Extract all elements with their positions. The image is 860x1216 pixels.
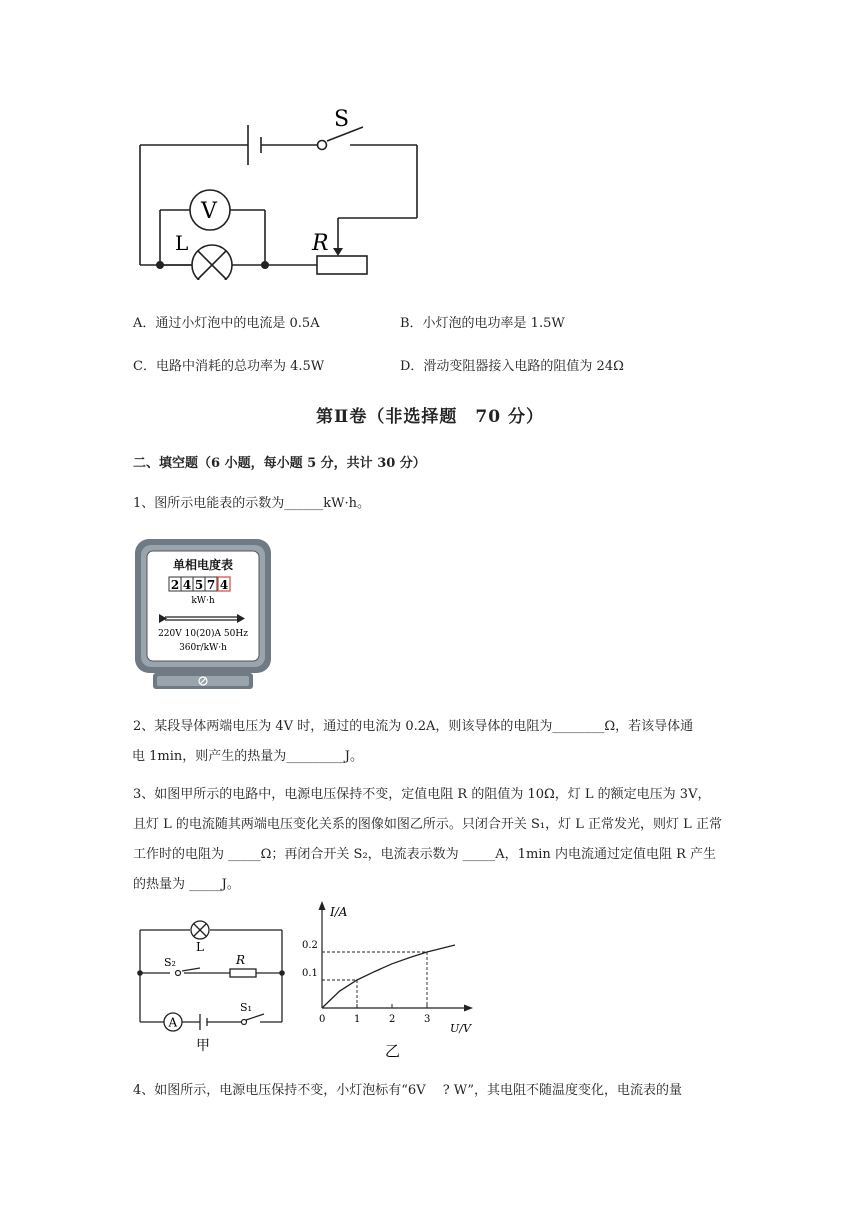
chart-xlabel: U/V bbox=[450, 1022, 471, 1035]
tick-x-0: 0 bbox=[319, 1014, 326, 1025]
x-axis-arrow bbox=[464, 1005, 473, 1012]
label-lamp: L bbox=[175, 231, 189, 255]
meter-digit-3: 5 bbox=[194, 578, 204, 592]
jia-label-s2: S₂ bbox=[164, 956, 176, 969]
tick-x-1: 1 bbox=[354, 1014, 361, 1025]
chart-ylabel: I/A bbox=[330, 905, 348, 919]
tick-x-3: 3 bbox=[424, 1014, 431, 1025]
question-3-line-2: 且灯 L 的电流随其两端电压变化关系的图像如图乙所示。只闭合开关 S₁，灯 L 正常发光，则灯 L 正常 bbox=[133, 817, 722, 832]
electric-meter bbox=[133, 537, 273, 692]
question-2-line-2: 电 1min，则产生的热量为_________J。 bbox=[132, 749, 363, 764]
jia-label-lamp: L bbox=[196, 940, 204, 954]
tick-y-1: 0.1 bbox=[302, 968, 318, 979]
question-1: 1、图所示电能表的示数为______kW·h。 bbox=[133, 496, 371, 511]
jia-label-ammeter: A bbox=[168, 1015, 178, 1030]
question-4: 4、如图所示，电源电压保持不变，小灯泡标有“6V ? W”，其电阻不随温度变化，电流表的量 bbox=[133, 1083, 683, 1098]
jia-label-s1: S₁ bbox=[240, 1001, 252, 1014]
label-voltmeter: V bbox=[201, 199, 217, 224]
tick-y-2: 0.2 bbox=[302, 940, 318, 951]
meter-rev: 360r/kW·h bbox=[179, 643, 227, 653]
meter-digit-2: 4 bbox=[182, 578, 192, 592]
meter-digit-4: 7 bbox=[206, 578, 216, 592]
series-curve bbox=[322, 945, 455, 1008]
meter-digit-1: 2 bbox=[170, 578, 180, 592]
section-title: 第Ⅱ卷（非选择题 70 分） bbox=[316, 407, 544, 427]
option-c: C．电路中消耗的总功率为 4.5W bbox=[133, 359, 325, 374]
question-3-line-3: 工作时的电阻为 _____Ω；再闭合开关 S₂，电流表示数为 _____A，1min 内电流通过定值电阻 R 产生 bbox=[133, 847, 716, 862]
part-title: 二、填空题（6 小题，每小题 5 分，共计 30 分） bbox=[133, 456, 426, 471]
jia-caption: 甲 bbox=[196, 1038, 210, 1054]
tick-x-2: 2 bbox=[389, 1014, 396, 1025]
label-rheostat: R bbox=[312, 231, 329, 256]
option-d: D．滑动变阻器接入电路的阻值为 24Ω bbox=[400, 359, 624, 374]
label-switch: S bbox=[334, 107, 350, 132]
question-3-line-4: 的热量为 _____J。 bbox=[133, 877, 240, 892]
meter-digit-5: 4 bbox=[219, 578, 229, 592]
circuit-diagram-top bbox=[120, 100, 440, 280]
meter-unit: kW·h bbox=[191, 596, 215, 606]
question-2 bbox=[133, 712, 813, 772]
question-3 bbox=[133, 780, 813, 900]
chart-caption: 乙 bbox=[385, 1042, 401, 1060]
question-2-line-1: 2、某段导体两端电压为 4V 时，通过的电流为 0.2A，则该导体的电阻为________Ω，若该导体通 bbox=[133, 719, 694, 734]
meter-title: 单相电度表 bbox=[172, 558, 234, 572]
chart-yi bbox=[300, 898, 480, 1063]
question-3-line-1: 3、如图甲所示的电路中，电源电压保持不变，定值电阻 R 的阻值为 10Ω，灯 L 的额定电压为 3V， bbox=[133, 787, 711, 802]
meter-spec: 220V 10(20)A 50Hz bbox=[158, 629, 248, 639]
y-axis-arrow bbox=[319, 901, 326, 910]
option-b: B．小灯泡的电功率是 1.5W bbox=[400, 316, 565, 331]
jia-label-r: R bbox=[236, 953, 246, 967]
circuit-diagram-jia bbox=[130, 908, 290, 1058]
option-a: A．通过小灯泡中的电流是 0.5A bbox=[133, 316, 320, 331]
